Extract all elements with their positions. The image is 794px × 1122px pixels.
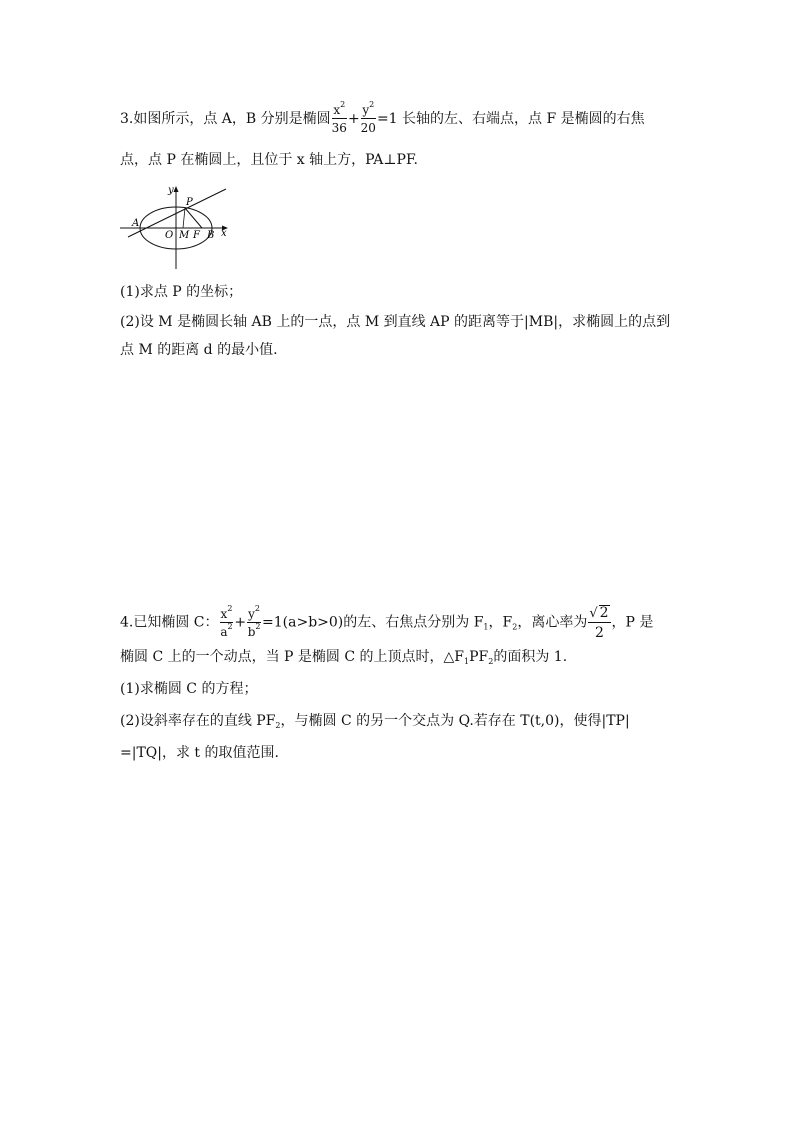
p4-line2-prefix: 椭圆 C 上的一个动点，当 P 是椭圆 C 的上顶点时，△F <box>120 649 465 665</box>
p3-frac1-den: 36 <box>332 118 347 134</box>
p4-line1 <box>120 605 653 640</box>
p3-line1-suffix: =1 长轴的左、右端点，点 F 是椭圆的右焦 <box>376 111 645 127</box>
p3-q2-line2: 点 M 的距离 d 的最小值. <box>120 342 278 358</box>
p4-frac2-exp: 2 <box>254 603 261 613</box>
p3-frac-y2-20 <box>360 100 376 135</box>
label-B: B <box>207 230 215 241</box>
p4-sub-F1: 1 <box>483 622 489 632</box>
p4-line1-prefix: 4.已知椭圆 C： <box>120 614 219 631</box>
y-axis-arrow <box>174 186 179 192</box>
segment-PF <box>185 208 202 228</box>
sqrt-icon: √ <box>589 606 598 621</box>
p3-line2: 点，点 P 在椭圆上，且位于 x 轴上方，PA⊥PF. <box>120 152 418 168</box>
p3-plus: + <box>347 111 360 127</box>
p4-ecc-text: ，离心率为 <box>517 614 588 631</box>
p4-line2 <box>120 647 567 667</box>
label-M: M <box>179 230 190 241</box>
p3-line1-prefix: 3.如图所示，点 A，B 分别是椭圆 <box>120 111 331 127</box>
p4-q2-sub: 2 <box>275 721 281 730</box>
p4-sqrt-value: 2 <box>599 605 609 621</box>
p4-q1: (1)求椭圆 C 的方程； <box>120 681 258 697</box>
p4-frac2-den-exp: 2 <box>255 621 261 631</box>
p4-frac1-exp: 2 <box>227 603 233 613</box>
p4-frac2-num: y <box>248 606 255 621</box>
label-A: A <box>132 218 140 229</box>
label-x: x <box>221 228 227 239</box>
p4-frac2-den: b <box>247 624 256 639</box>
p3-frac2-den: 20 <box>361 118 376 134</box>
p4-frac-y2-b2 <box>247 603 261 639</box>
label-y: y <box>168 185 174 196</box>
p4-q2-line1 <box>120 711 630 731</box>
p4-sub-F2: 2 <box>512 622 518 632</box>
p3-frac1-exp: 2 <box>340 100 346 109</box>
p4-line2-sub2: 2 <box>488 657 494 666</box>
ellipse-figure <box>120 183 230 273</box>
p4-sep: ，F <box>488 614 513 631</box>
p4-q2-line2: =|TQ|，求 t 的取值范围. <box>120 745 279 761</box>
p3-q2-line1: (2)设 M 是椭圆长轴 AB 上的一点，点 M 到直线 AP 的距离等于|MB|，求椭圆上的点到 <box>120 314 671 330</box>
p4-frac-x2-a2 <box>220 603 234 639</box>
p3-frac2-num: y <box>362 103 370 117</box>
p4-line2-suffix: 的面积为 1. <box>493 649 568 665</box>
label-F: F <box>193 230 200 241</box>
p3-frac2-exp: 2 <box>369 100 375 109</box>
p4-q2-suffix: ，与椭圆 C 的另一个交点为 Q.若存在 T(t,0)，使得|TP| <box>280 713 630 729</box>
p4-eccentricity-fraction <box>588 605 610 640</box>
label-O: O <box>165 230 174 241</box>
p3-frac1-num: x <box>333 103 341 117</box>
p4-ecc-den: 2 <box>588 622 610 640</box>
p3-line1 <box>120 100 645 135</box>
p4-line2-sub1: 1 <box>464 657 470 666</box>
p4-condition: =1(a>b>0)的左、右焦点分别为 F <box>262 614 484 631</box>
p4-plus: + <box>234 614 247 631</box>
p3-q1: (1)求点 P 的坐标； <box>120 284 243 300</box>
label-P: P <box>186 197 193 208</box>
p4-line1-suffix: ，P 是 <box>611 614 654 631</box>
p4-frac1-num: x <box>220 606 228 621</box>
p4-frac1-den: a <box>220 624 228 639</box>
segment-PM <box>183 208 185 228</box>
p4-line2-mid: PF <box>469 649 489 665</box>
p4-q2-prefix: (2)设斜率存在的直线 PF <box>120 713 276 729</box>
p3-frac-x2-36 <box>331 100 347 135</box>
p4-frac1-den-exp: 2 <box>227 621 233 631</box>
